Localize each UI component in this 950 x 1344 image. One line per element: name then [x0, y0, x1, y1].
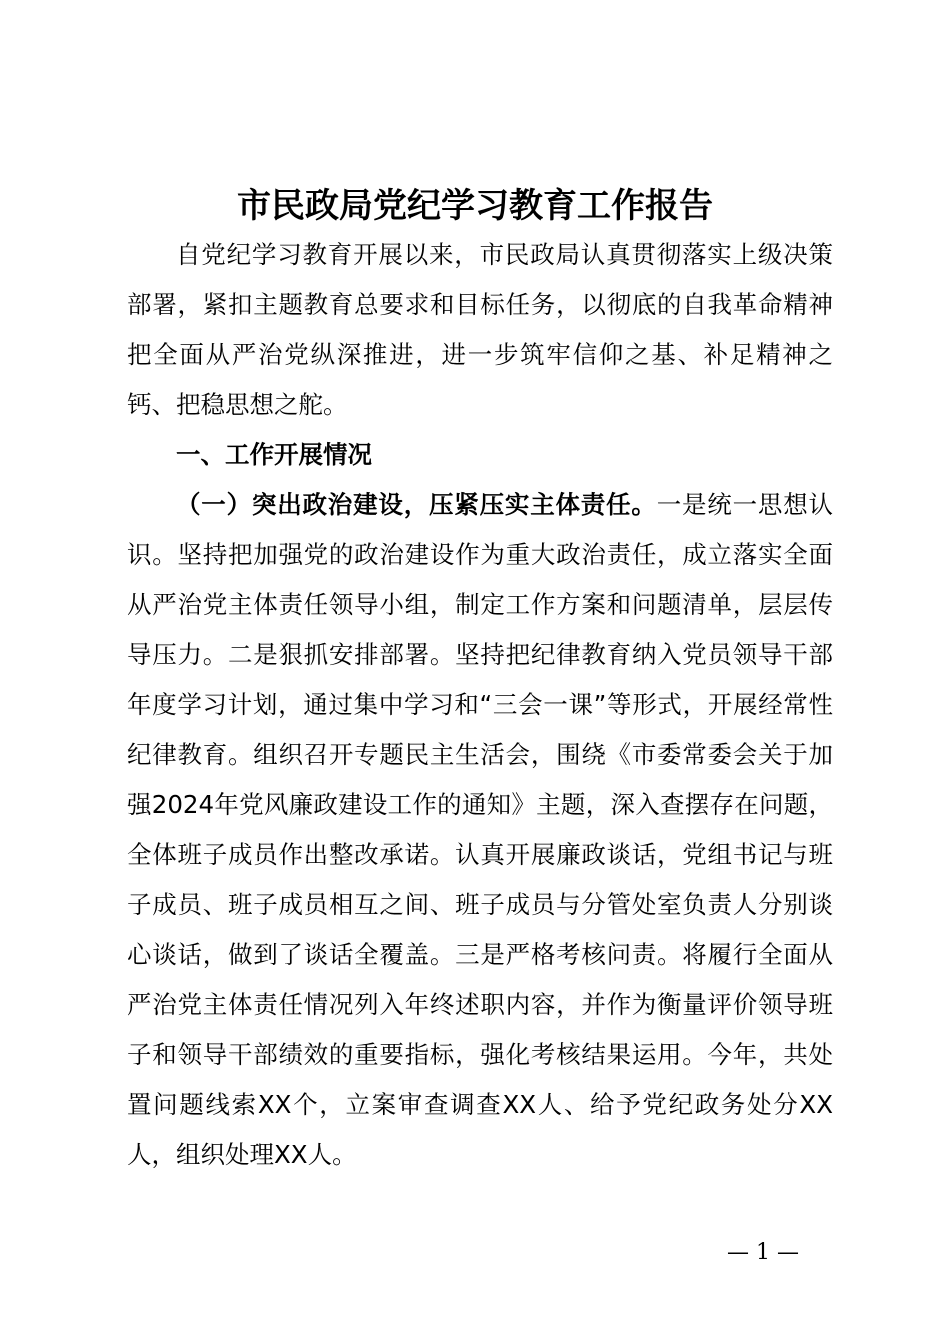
intro-paragraph: 自党纪学习教育开展以来，市民政局认真贯彻落实上级决策部署，紧扣主题教育总要求和目标任务，以彻底的自我革命精神把全面从严治党纵深推进，进一步筑牢信仰之基、补足精神之钙、把稳思想之舵。 [127, 240, 833, 419]
section-heading: 一、工作开展情况 [176, 440, 372, 469]
subsection-text: 一是统一思想认识。坚持把加强党的政治建设作为重大政治责任，成立落实全面从严治党主体责任领导小组，制定工作方案和问题清单，层层传导压力。二是狠抓安排部署。坚持把纪律教育纳入党员领导干部年度学习计划，通过集中学习和“三会一课”等形式，开展经常性纪律教育。组织召开专题民主生活会，围绕《市委常委会关于加强2024年党风廉政建设工作的通知》主题，深入查摆存在问题，全体班子成员作出整改承诺。认真开展廉政谈话，党组书记与班子成员、班子成员相互之间、班子成员与分管处室负责人分别谈心谈话，做到了谈话全覆盖。三是严格考核问责。将履行全面从严治党主体责任情况列入年终述职内容，并作为衡量评价领导班子和领导干部绩效的重要指标，强化考核结果运用。今年，共处置问题线索XX个，立案审查调查XX人、给予党纪政务处分XX人，组织处理XX人。 [127, 490, 834, 1169]
subsection-paragraph [127, 480, 833, 1180]
document-body [127, 230, 833, 1180]
subsection-lead: （一）突出政治建设，压紧压实主体责任。 [176, 490, 657, 519]
page-number: — 1 — [727, 1240, 799, 1265]
document-title: 市民政局党纪学习教育工作报告 [237, 186, 713, 226]
